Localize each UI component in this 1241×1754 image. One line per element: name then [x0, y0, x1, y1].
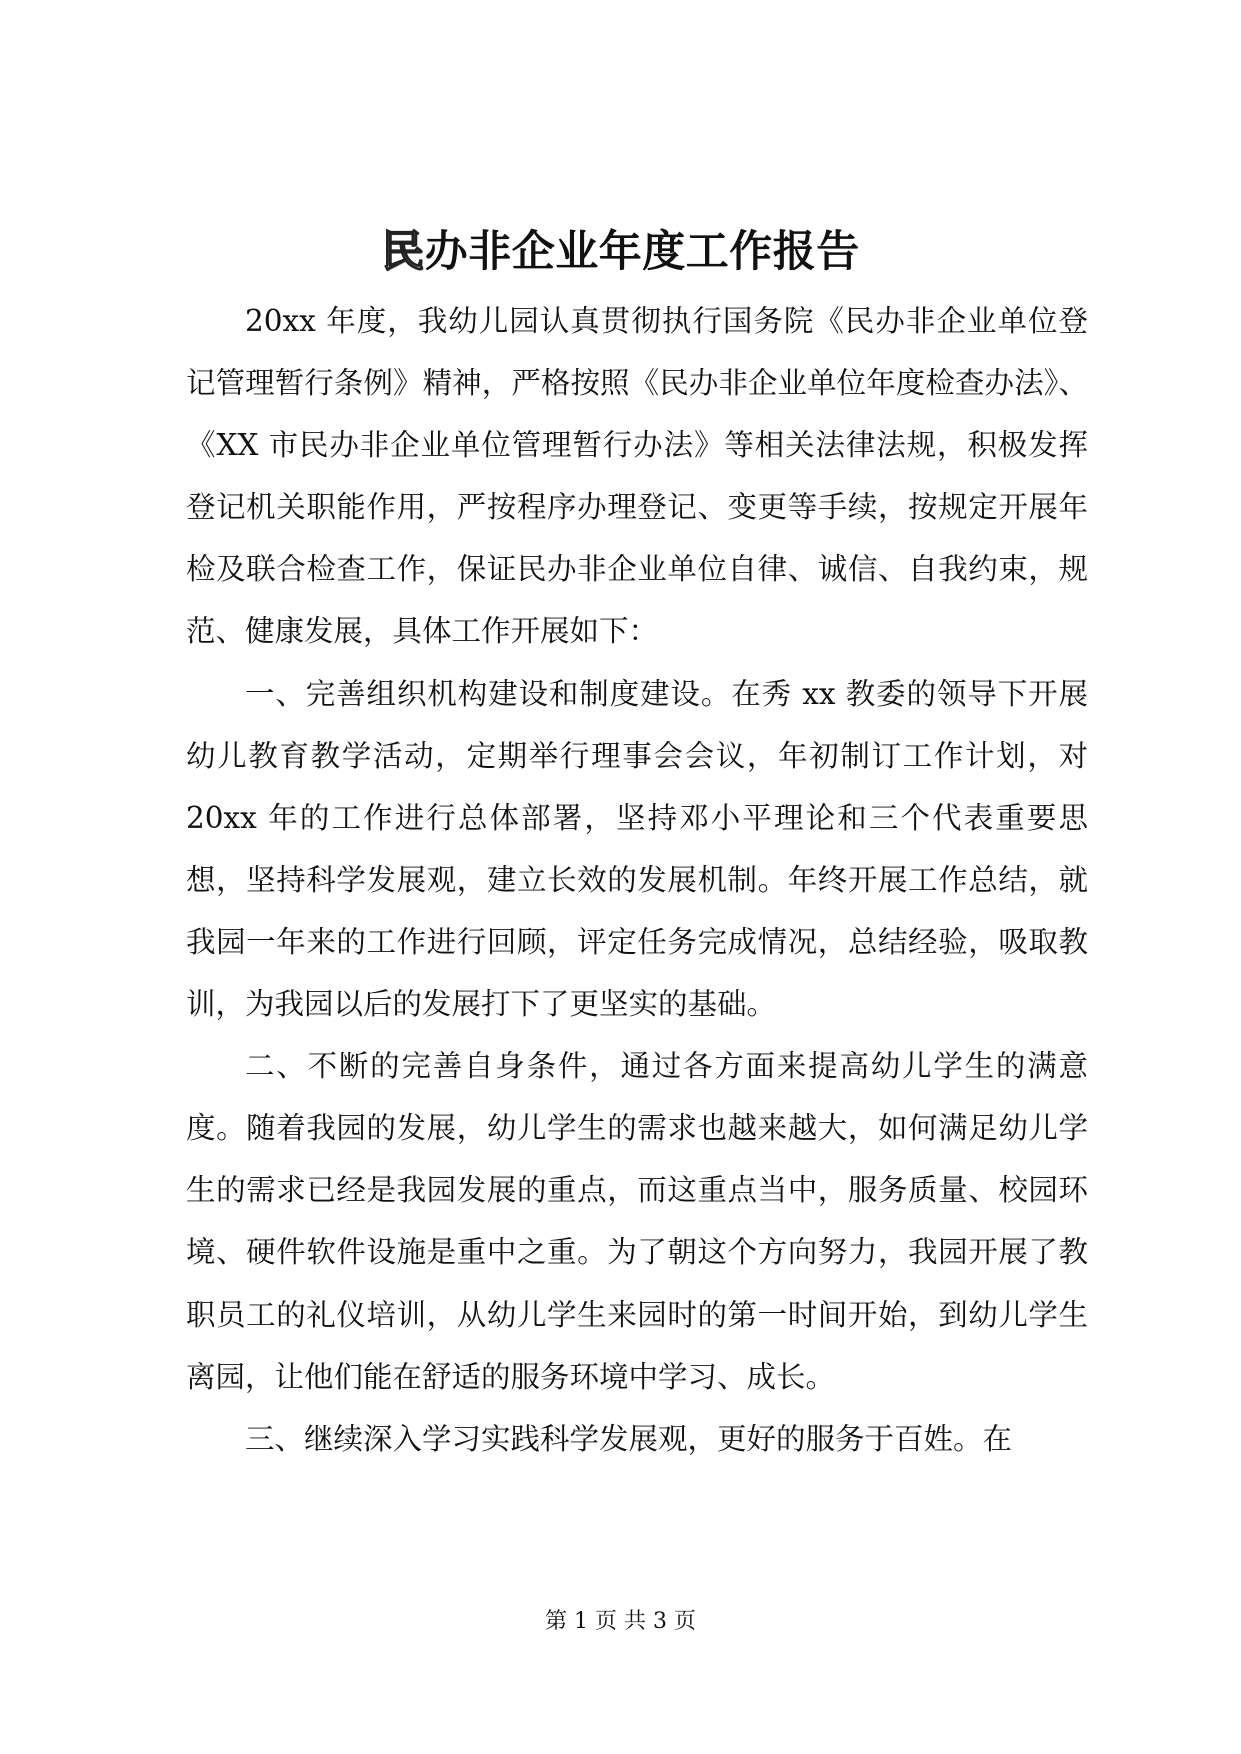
paragraph-section-2: 二、不断的完善自身条件，通过各方面来提高幼儿学生的满意度。随着我园的发展，幼儿学生的需求也越来越大，如何满足幼儿学生的需求已经是我园发展的重点，而这重点当中，服务质量、校园环境、硬件软件设施是重中之重。为了朝这个方向努力，我园开展了教职员工的礼仪培训，从幼儿学生来园时的第一时间开始，到幼儿学生离园，让他们能在舒适的服务环境中学习、成长。 — [186, 1049, 1088, 1394]
document-title — [381, 222, 860, 282]
paragraph-section-3: 三、继续深入学习实践科学发展观，更好的服务于百姓。在 — [245, 1421, 1013, 1456]
page-footer: 第 1 页 共 3 页 — [545, 1609, 696, 1634]
paragraph-section-1: 一、完善组织机构建设和制度建设。在秀 xx 教委的领导下开展幼儿教育教学活动，定期举行理事会会议，年初制订工作计划，对 20xx 年的工作进行总体部署，坚持邓小平理论和三个代表重要思想，坚持科学发展观，建立长效的发展机制。年终开展工作总结，就我园一年来的工作进行回顾，评定任务完成情况，总结经验，吸取教训，为我园以后的发展打下了更坚实的基础。 — [186, 676, 1088, 1022]
document-body — [186, 290, 1088, 1470]
paragraph-intro: 20xx 年度，我幼儿园认真贯彻执行国务院《民办非企业单位登记管理暂行条例》精神，严格按照《民办非企业单位年度检查办法》、《XX 市民办非企业单位管理暂行办法》等相关法律法规，积极发挥登记机关职能作用，严按程序办理登记、变更等手续，按规定开展年检及联合检查工作，保证民办非企业单位自律、诚信、自我约束，规范、健康发展，具体工作开展如下： — [186, 304, 1088, 649]
title-first-character: 民 — [381, 227, 425, 277]
title-remainder: 办非企业年度工作报告 — [424, 227, 860, 277]
title-container — [0, 222, 1241, 282]
